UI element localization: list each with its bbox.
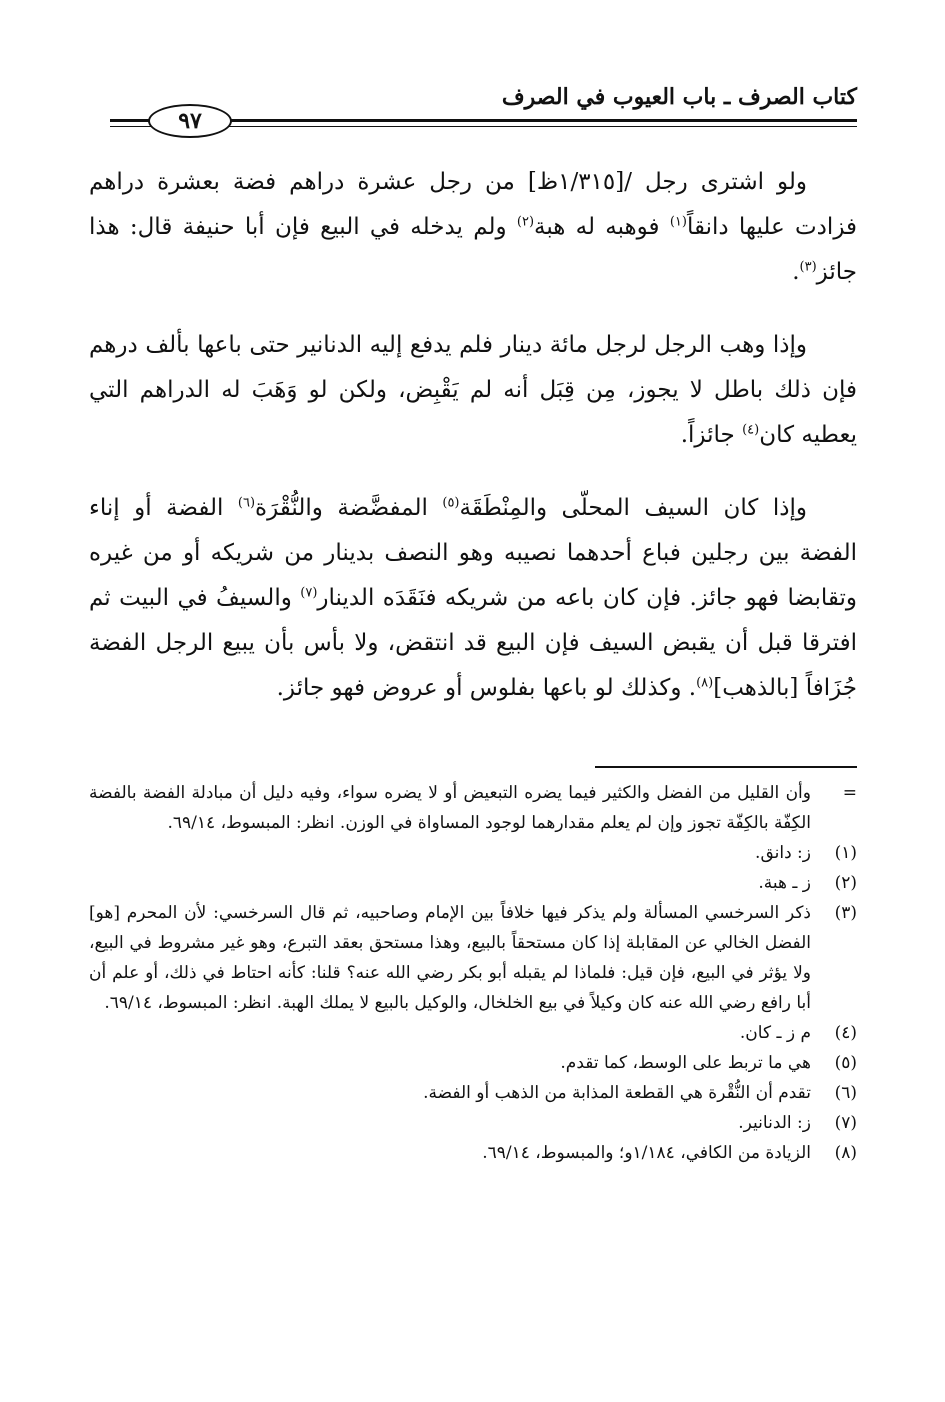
footnote-continued (89, 778, 857, 838)
footnote-3 (89, 898, 857, 1018)
footnote-text: الزيادة من الكافي، ١/١٨٤و؛ والمبسوط، ٦٩/١٤. (482, 1143, 811, 1163)
footnote-text: ز: الدنانير. (738, 1113, 811, 1133)
footnote-label: (٦) (834, 1083, 857, 1103)
footnote-text: هي ما تربط على الوسط، كما تقدم. (560, 1053, 811, 1073)
paragraph-text: جائزاً. (680, 422, 743, 448)
paragraph-text: ولم يدخله في البيع فإن أبا حنيفة قال: هذا جائز (89, 214, 857, 285)
paragraph-2 (89, 323, 857, 458)
footnote-label: (٤) (834, 1023, 857, 1043)
footnote-label: (٢) (834, 873, 857, 893)
footnote-1 (89, 838, 857, 868)
footnote-ref: (٥) (442, 495, 460, 511)
footnote-label: (٥) (834, 1053, 857, 1073)
footnote-2 (89, 868, 857, 898)
running-title: كتاب الصرف ـ باب العيوب في الصرف (501, 84, 857, 110)
footnote-label: (٣) (834, 903, 857, 923)
footnote-ref: (٣) (799, 259, 817, 275)
footnotes (89, 778, 857, 1168)
footnote-4 (89, 1018, 857, 1048)
paragraph-text: . وكذلك لو باعها بفلوس أو عروض فهو جائز. (276, 675, 697, 701)
footnote-text: تقدم أن النُّقْرة هي القطعة المذابة من الذهب أو الفضة. (423, 1083, 811, 1103)
footnote-ref: (٦) (237, 495, 256, 511)
footnote-6 (89, 1078, 857, 1108)
footnote-text: ز: دانق. (755, 843, 811, 863)
footnote-7 (89, 1108, 857, 1138)
paragraph-text: المفضَّضة والنُّقْرَة (255, 495, 443, 521)
page-number: ٩٧ (178, 108, 202, 134)
footnote-separator (595, 766, 857, 768)
footnote-ref: (٨) (696, 675, 714, 691)
footnote-label: = (842, 783, 857, 803)
paragraph-text: والسيفُ في البيت ثم افترقا قبل أن يقبض السيف فإن البيع قد انتقض، ولا بأس بأن يبيع الرجل الفضة جُزَافاً [بالذهب] (89, 585, 857, 701)
footnote-ref: (٤) (742, 422, 760, 438)
footnote-8 (89, 1138, 857, 1168)
page-number-badge (148, 104, 232, 138)
paragraph-text: فوهبه له هبة (534, 214, 670, 240)
footnote-5 (89, 1048, 857, 1078)
footnote-text: ز ـ هبة. (758, 873, 811, 893)
footnote-ref: (٢) (516, 214, 535, 230)
paragraph-3 (89, 486, 857, 711)
paragraph-text: ولو اشترى رجل /[١/٣١٥ظ] من رجل عشرة دراهم فضة بعشرة دراهم فزادت عليها دانقاً (89, 169, 858, 240)
footnote-ref: (١) (669, 214, 687, 230)
footnote-label: (٧) (834, 1113, 857, 1133)
paragraph-1 (89, 160, 857, 295)
paragraph-text: . (792, 259, 800, 285)
footnote-label: (١) (834, 843, 857, 863)
footnote-label: (٨) (834, 1143, 857, 1163)
footnote-ref: (٧) (300, 585, 318, 601)
paragraph-text: وإذا كان السيف المحلّى والمِنْطَقَة (459, 495, 807, 521)
paragraph-text: الفضة أو إناء الفضة بين رجلين فباع أحدهما نصيبه وهو النصف بدينار من شريكه أو من غيره وتقابضا فهو جائز. فإن كان باعه من شريكه فنَقَدَه الدينار (89, 495, 857, 611)
footnote-text: وأن القليل من الفضل والكثير فيما يضره التبعيض أو لا يضره سواء، وفيه دليل أن مبادلة الفضة بالفضة الكِفّة بالكِفّة تجوز وإن لم يعلم مقدارهما لوجود المساواة في الوزن. انظر: المبسوط، ٦٩/١٤. (89, 783, 811, 833)
footnote-text: ذكر السرخسي المسألة ولم يذكر فيها خلافاً بين الإمام وصاحبيه، ثم قال السرخسي: لأن المحرم [هو] الفضل الخالي عن المقابلة إذا كان مستحقاً بالبيع، وهذا مستحق بعقد التبرع، وهو غير مشروط في البيع، ولا يؤثر في البيع، فإن قيل: فلماذا لم يقبله أبو بكر رضي الله عنه؟ قلنا: كأنه احتاط في ذلك، أو علم أن أبا رافع رضي الله عنه كان وكيلاً في بيع الخلخال، والوكيل بالبيع لا يملك الهبة. انظر: المبسوط، ٦٩/١٤. (89, 903, 811, 1013)
main-text (89, 160, 857, 711)
paragraph-text: وإذا وهب الرجل لرجل مائة دينار فلم يدفع إليه الدنانير حتى باعها بألف درهم فإن ذلك باطل لا يجوز، مِن قِبَل أنه لم يَقْبِض، ولكن لو وَهَبَ له الدراهم التي يعطيه كان (89, 332, 857, 448)
footnote-text: م ز ـ كان. (739, 1023, 811, 1043)
